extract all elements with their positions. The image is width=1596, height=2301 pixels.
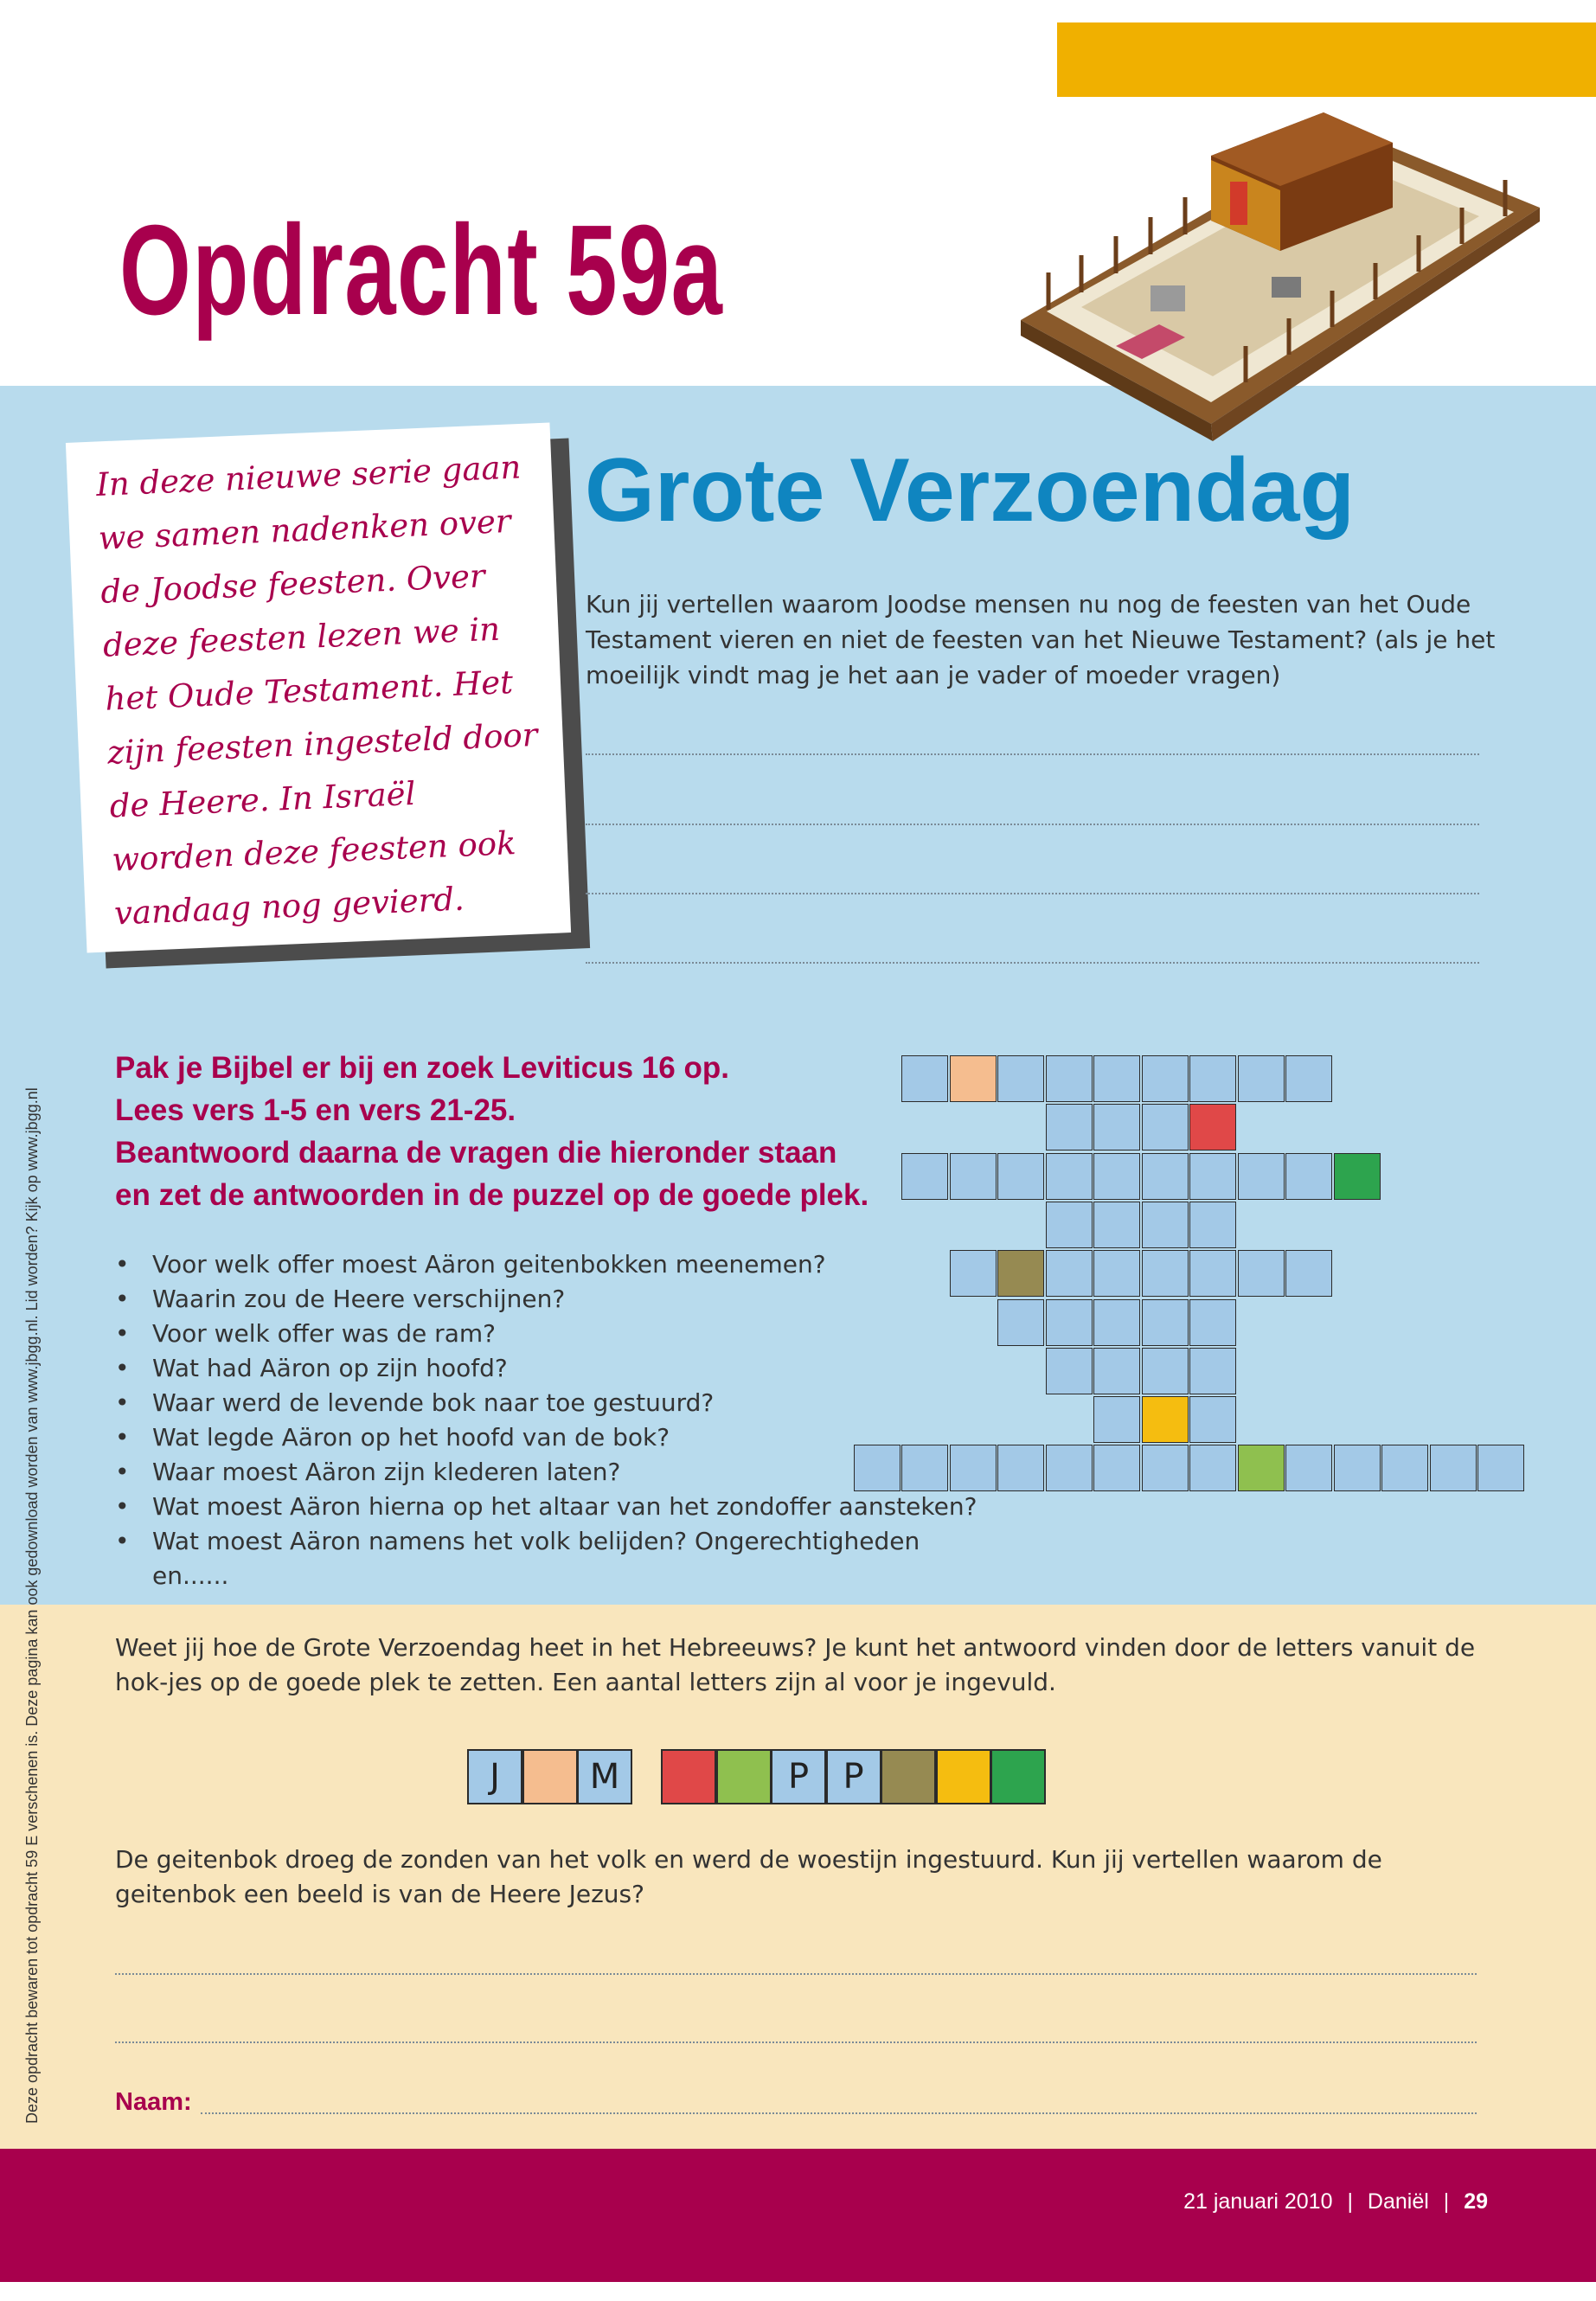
crossword-cell[interactable] [1189, 1299, 1236, 1346]
answer-line-4[interactable] [586, 962, 1479, 964]
crossword-cell[interactable] [997, 1055, 1044, 1102]
crossword-cell[interactable] [901, 1153, 948, 1200]
note-text: In deze nieuwe serie gaan we samen nadenken over de Joodse feesten. Over deze feesten lezen we in het Oude Testament. Het zijn feesten ingesteld door de Heere. In Israël worden deze feesten ook vandaag nog gevierd. [95, 448, 539, 933]
crossword-cell[interactable] [1238, 1055, 1285, 1102]
crossword-cell[interactable] [1285, 1445, 1332, 1491]
crossword-cell[interactable] [997, 1299, 1044, 1346]
crossword-cell[interactable] [1046, 1250, 1093, 1297]
question-item: • Wat moest Aäron hierna op het altaar van het zondoffer aansteken? [115, 1490, 980, 1524]
crossword-cell[interactable] [1142, 1202, 1189, 1248]
answer-line-2[interactable] [586, 824, 1479, 825]
crossword-cell[interactable] [1285, 1250, 1332, 1297]
crossword-cell[interactable] [1238, 1153, 1285, 1200]
crossword-cell[interactable] [950, 1445, 997, 1491]
crossword-cell[interactable] [1046, 1055, 1093, 1102]
crossword-cell[interactable] [1381, 1445, 1428, 1491]
crossword-cell[interactable] [1189, 1104, 1236, 1150]
crossword-cell[interactable] [1046, 1202, 1093, 1248]
crossword-cell[interactable] [1189, 1445, 1236, 1491]
hebrew-question: Weet jij hoe de Grote Verzoendag heet in het Hebreeuws? Je kunt het antwoord vinden door de letters vanuit de hok-jes op de goede plek te zetten. Een aantal letters zijn al voor je ingevuld. [115, 1633, 1476, 1696]
crossword-cell[interactable] [1093, 1445, 1140, 1491]
crossword-cell[interactable] [1334, 1153, 1381, 1200]
question-item: • Wat moest Aäron namens het volk belijden? Ongerechtigheden en...... [115, 1524, 980, 1593]
question-item: • Waar moest Aäron zijn klederen laten? [115, 1455, 980, 1490]
page-title: Opdracht 59a [119, 199, 724, 342]
crossword-cell[interactable] [1189, 1250, 1236, 1297]
crossword-cell[interactable] [950, 1153, 997, 1200]
question-list [115, 1247, 980, 1593]
intro-question: Kun jij vertellen waarom Joodse mensen nu nog de feesten van het Oude Testament vieren en niet de feesten van het Nieuwe Testament? (als je het moeilijk vindt mag je het aan je vader of moeder vragen) [586, 590, 1496, 689]
crossword-cell[interactable] [1142, 1250, 1189, 1297]
crossword-cell[interactable] [1093, 1299, 1140, 1346]
answer-cell[interactable]: M [577, 1749, 632, 1804]
crossword-cell[interactable] [1238, 1250, 1285, 1297]
crossword-cell[interactable] [1142, 1055, 1189, 1102]
instruction-line: Lees vers 1-5 en vers 21-25. [115, 1093, 516, 1127]
answer-line-3[interactable] [586, 893, 1479, 894]
footer-date: 21 januari 2010 [1183, 2189, 1333, 2214]
footer-magazine: Daniël [1367, 2189, 1429, 2214]
answer-cell[interactable] [661, 1749, 716, 1804]
crossword-cell[interactable] [1285, 1153, 1332, 1200]
crossword-cell[interactable] [854, 1445, 901, 1491]
crossword-cell[interactable] [950, 1250, 997, 1297]
crossword-cell[interactable] [1430, 1445, 1477, 1491]
question-item: • Wat had Aäron op zijn hoofd? [115, 1351, 980, 1386]
tabernacle-model-image [986, 61, 1557, 441]
question-item: • Waar werd de levende bok naar toe gestuurd? [115, 1386, 980, 1420]
naam-field[interactable] [201, 2112, 1477, 2114]
crossword-cell[interactable] [1093, 1250, 1140, 1297]
crossword-cell[interactable] [1189, 1153, 1236, 1200]
crossword-cell[interactable] [997, 1250, 1044, 1297]
answer-cell[interactable] [881, 1749, 936, 1804]
question-item: • Wat legde Aäron op het hoofd van de bok? [115, 1420, 980, 1455]
answer-cell[interactable]: J [467, 1749, 522, 1804]
naam-label: Naam: [115, 2088, 192, 2116]
answer-cell[interactable]: P [826, 1749, 881, 1804]
side-notice: Deze opdracht bewaren tot opdracht 59 E verschenen is. Deze pagina kan ook gedownload worden van www.jbgg.nl. Lid worden? Kijk op www.jbgg.nl [23, 1087, 41, 2124]
crossword-cell[interactable] [1477, 1445, 1524, 1491]
crossword-cell[interactable] [1142, 1153, 1189, 1200]
crossword-cell[interactable] [1093, 1104, 1140, 1150]
crossword-cell[interactable] [1046, 1348, 1093, 1394]
crossword-cell[interactable] [1334, 1445, 1381, 1491]
goat-answer-line-1[interactable] [115, 1973, 1477, 1975]
crossword-cell[interactable] [1142, 1104, 1189, 1150]
answer-cell[interactable] [990, 1749, 1046, 1804]
goat-answer-line-2[interactable] [115, 2041, 1477, 2043]
footer [952, 2184, 1488, 2219]
question-item: • Waarin zou de Heere verschijnen? [115, 1282, 980, 1317]
footer-separator: | [1443, 2189, 1450, 2214]
instruction-line: en zet de antwoorden in de puzzel op de goede plek. [115, 1178, 869, 1212]
page-number: 29 [1464, 2189, 1488, 2214]
question-item: • Voor welk offer moest Aäron geitenbokken meenemen? [115, 1247, 980, 1282]
crossword-cell[interactable] [1093, 1055, 1140, 1102]
crossword-cell[interactable] [1046, 1445, 1093, 1491]
crossword-cell[interactable] [1093, 1153, 1140, 1200]
crossword-cell[interactable] [1093, 1202, 1140, 1248]
answer-cell[interactable]: P [771, 1749, 826, 1804]
footer-separator: | [1347, 2189, 1353, 2214]
crossword-cell[interactable] [1046, 1299, 1093, 1346]
crossword-cell[interactable] [1142, 1299, 1189, 1346]
bottom-strip [0, 2282, 1596, 2301]
goat-question: De geitenbok droeg de zonden van het volk en werd de woestijn ingestuurd. Kun jij vertellen waarom de geitenbok een beeld is van de Heere Jezus? [115, 1845, 1382, 1908]
instruction-line: Pak je Bijbel er bij en zoek Leviticus 16 op. [115, 1051, 729, 1085]
question-item: • Voor welk offer was de ram? [115, 1317, 980, 1351]
crossword-cell[interactable] [1285, 1055, 1332, 1102]
crossword-cell[interactable] [1189, 1348, 1236, 1394]
instructions [115, 1047, 894, 1216]
crossword-cell[interactable] [1046, 1153, 1093, 1200]
answer-cell[interactable] [522, 1749, 578, 1804]
crossword-cell[interactable] [1093, 1396, 1140, 1443]
section-heading: Grote Verzoendag [585, 440, 1355, 541]
answer-cell[interactable] [716, 1749, 772, 1804]
crossword-cell[interactable] [901, 1055, 948, 1102]
crossword-cell[interactable] [997, 1445, 1044, 1491]
crossword-cell[interactable] [950, 1055, 997, 1102]
crossword-cell[interactable] [1142, 1348, 1189, 1394]
crossword-cell[interactable] [1093, 1348, 1140, 1394]
crossword-cell[interactable] [901, 1445, 948, 1491]
answer-line-1[interactable] [586, 753, 1479, 755]
crossword-cell[interactable] [1142, 1445, 1189, 1491]
answer-cell[interactable] [936, 1749, 991, 1804]
crossword-cell[interactable] [1142, 1396, 1189, 1443]
crossword-cell[interactable] [1238, 1445, 1285, 1491]
crossword-cell[interactable] [1189, 1396, 1236, 1443]
crossword-cell[interactable] [997, 1153, 1044, 1200]
crossword-cell[interactable] [1189, 1202, 1236, 1248]
crossword-cell[interactable] [1189, 1055, 1236, 1102]
instruction-line: Beantwoord daarna de vragen die hieronder staan [115, 1136, 837, 1170]
crossword-cell[interactable] [1046, 1104, 1093, 1150]
